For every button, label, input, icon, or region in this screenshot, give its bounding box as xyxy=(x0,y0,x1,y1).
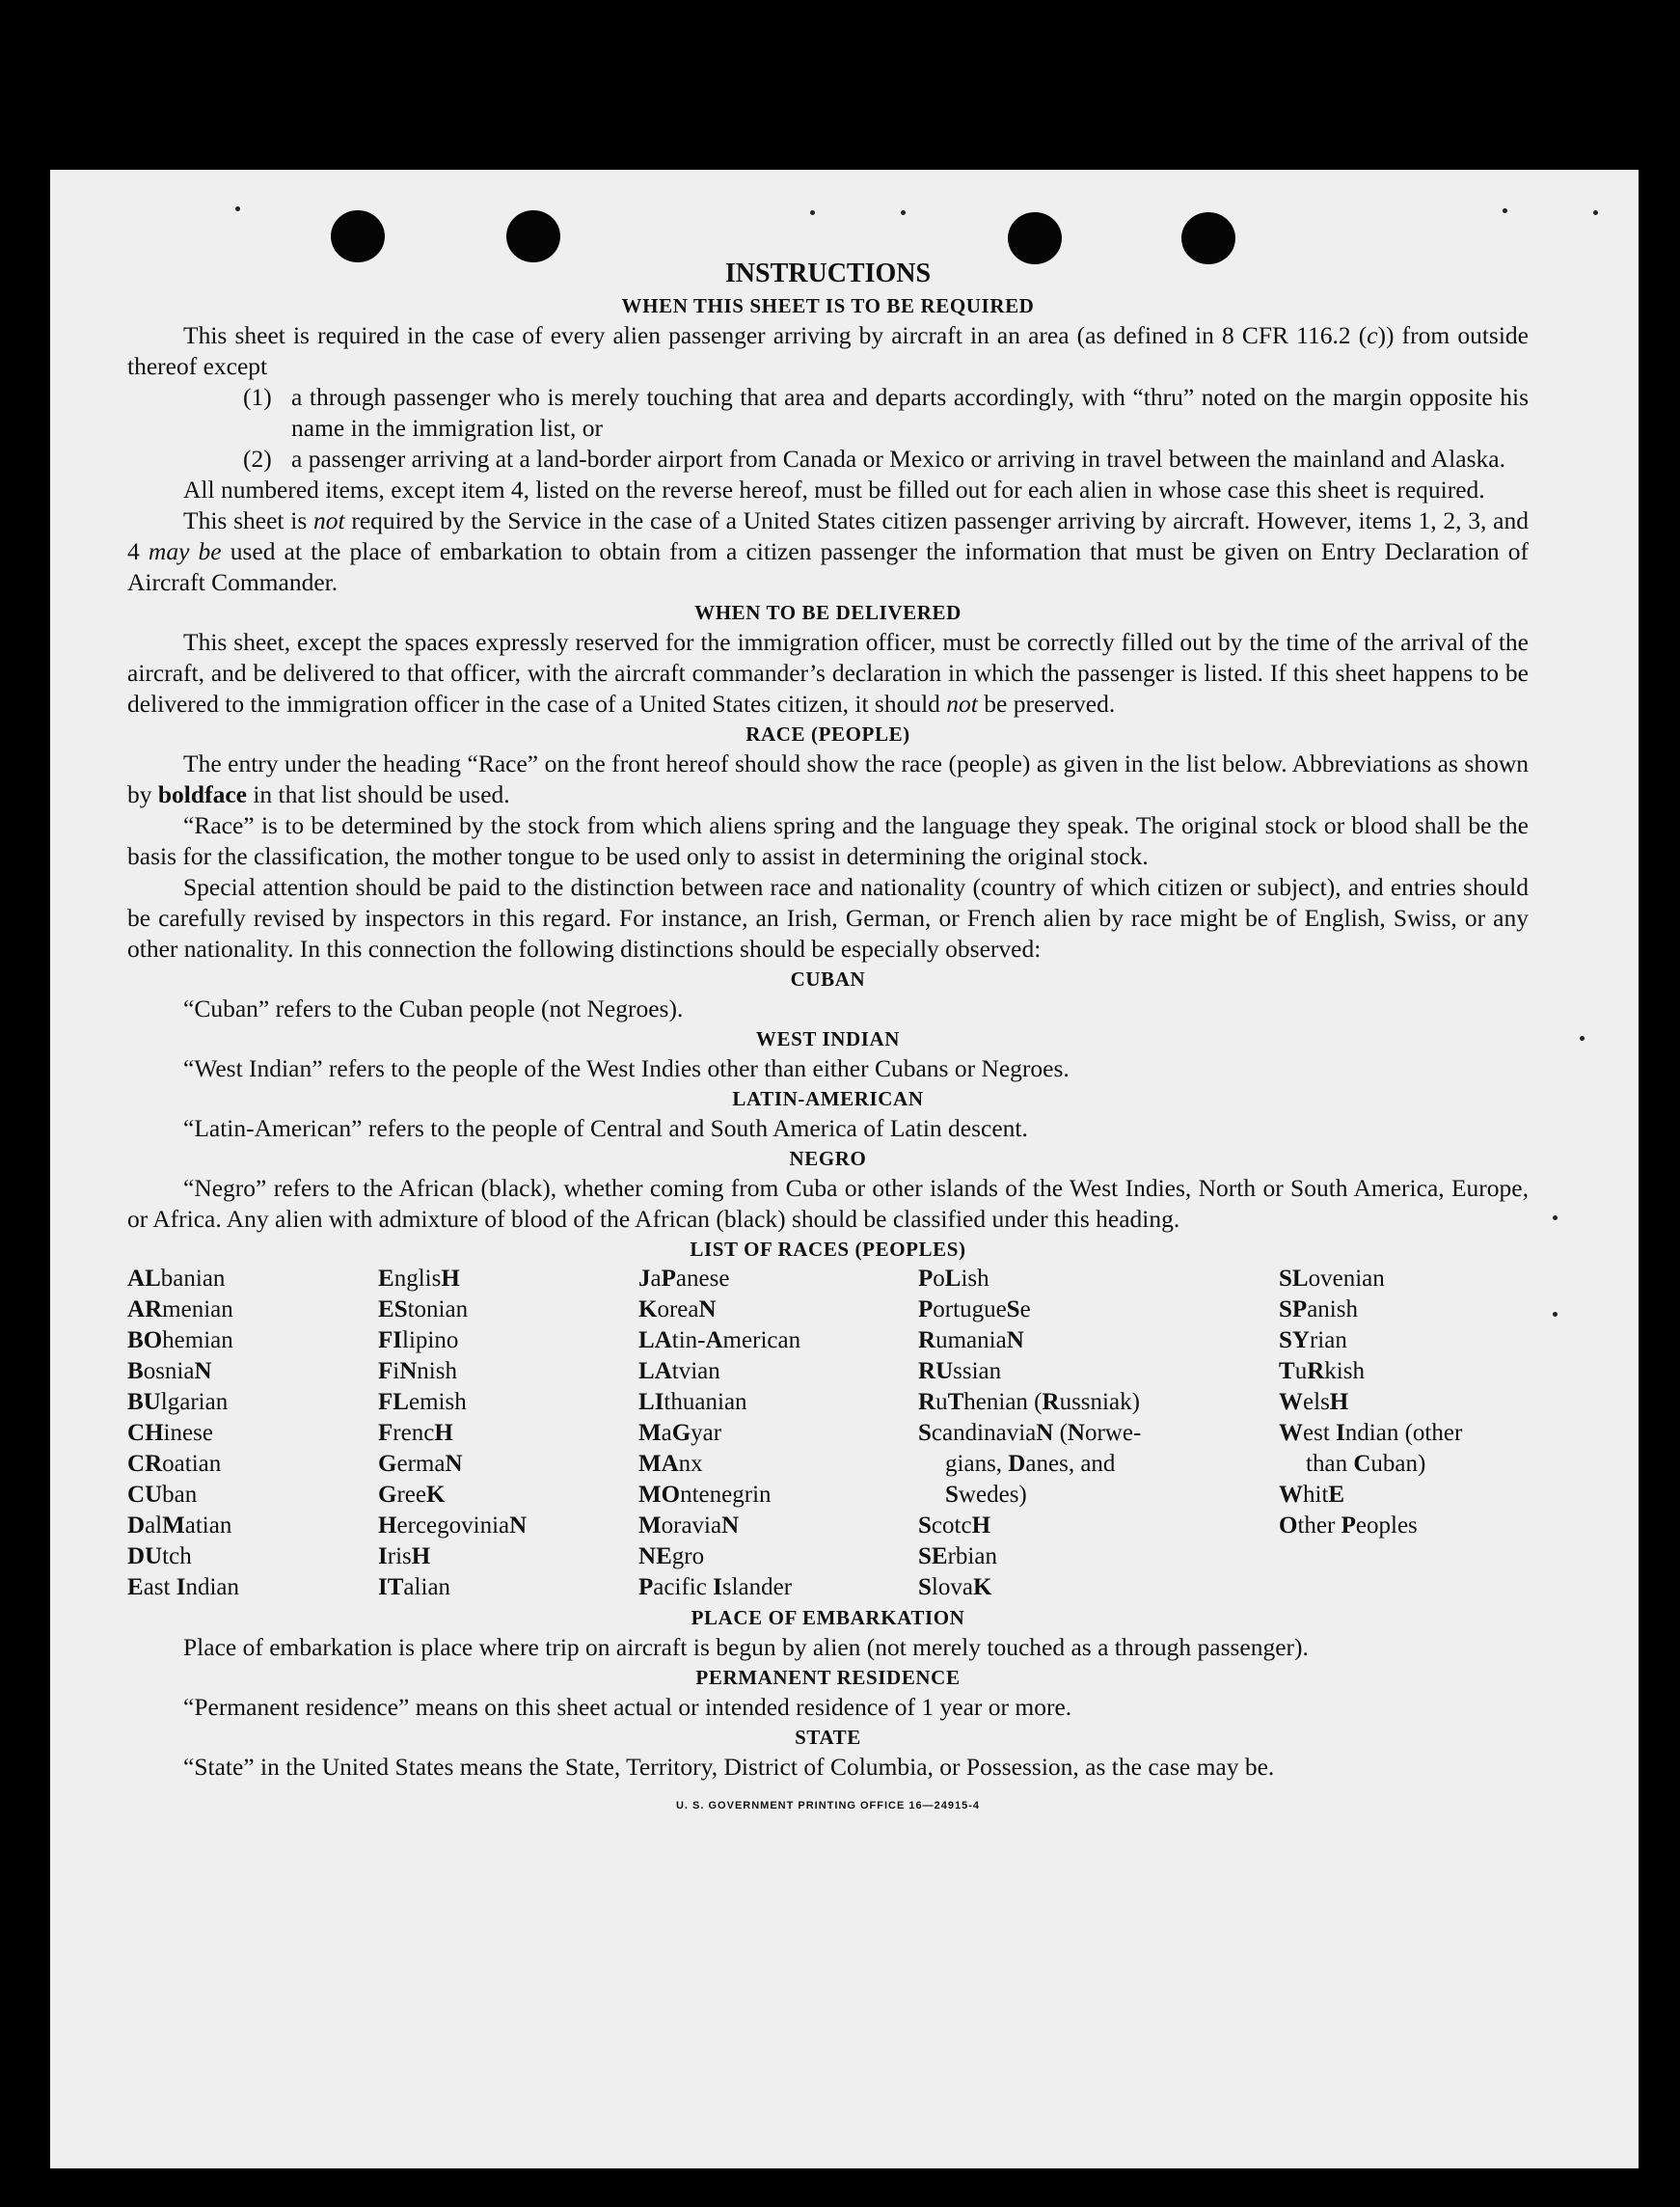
race-entry: SlovaK xyxy=(918,1574,992,1600)
paragraph: “Race” is to be determined by the stock from which aliens spring and the language they speak. The original stock or blood shall be the basis for the classification, the mother tongue to be used only to assist in determining the original stock. xyxy=(127,811,1529,870)
race-entry: KoreaN xyxy=(638,1296,717,1322)
race-entry: DUtch xyxy=(127,1543,192,1569)
speck xyxy=(235,206,240,211)
races-column xyxy=(378,1264,638,1603)
race-entry: WelsH xyxy=(1279,1389,1349,1415)
list-item: (2) a passenger arriving at a land-border airport from Canada or Mexico or arriving in travel between the mainland and Alaska. xyxy=(243,445,1505,473)
section-heading: NEGRO xyxy=(789,1147,867,1170)
race-entry: MAnx xyxy=(638,1451,703,1477)
paragraph: This sheet is required in the case of every alien passenger arriving by aircraft in an area (as defined in 8 CFR 116.2 (c)) from outside thereof except xyxy=(127,321,1529,380)
binder-hole xyxy=(331,210,385,262)
race-entry: MOntenegrin xyxy=(638,1482,772,1508)
form-sheet xyxy=(50,170,1639,2168)
race-entry: DalMatian xyxy=(127,1512,232,1539)
section-heading: PLACE OF EMBARKATION xyxy=(691,1606,965,1629)
race-entry: PortugueSe xyxy=(918,1296,1031,1322)
race-entry: EStonian xyxy=(378,1296,469,1322)
paragraph: “Latin-American” refers to the people of Central and South America of Latin descent. xyxy=(183,1114,1028,1142)
section-heading: LATIN-AMERICAN xyxy=(732,1087,924,1110)
paragraph: “Cuban” refers to the Cuban people (not Negroes). xyxy=(183,995,684,1022)
paragraph: “Permanent residence” means on this sheet actual or intended residence of 1 year or more. xyxy=(183,1693,1072,1721)
race-entry: LAtin-American xyxy=(638,1327,801,1353)
race-entry: RuThenian (Russniak) xyxy=(918,1389,1140,1415)
race-entry: SYrian xyxy=(1279,1327,1347,1353)
race-entry: NEgro xyxy=(638,1543,705,1569)
race-entry: SPanish xyxy=(1279,1296,1358,1322)
race-entry: BOhemian xyxy=(127,1327,233,1353)
race-entry: East Indian xyxy=(127,1574,240,1600)
races-column xyxy=(918,1264,1279,1603)
race-entry: Pacific Islander xyxy=(638,1574,793,1600)
section-heading: WEST INDIAN xyxy=(755,1027,901,1050)
races-column xyxy=(1279,1264,1529,1603)
speck xyxy=(1553,1215,1558,1220)
list-item: (1) a through passenger who is merely touching that area and departs accordingly, with “thru” noted on the margin opposite his name in the immigration list, or xyxy=(243,383,1529,442)
paragraph: The entry under the heading “Race” on the front hereof should show the race (people) as given in the list below. Abbreviations as shown by boldface in that list should be used. xyxy=(127,749,1529,808)
races-column xyxy=(127,1264,378,1603)
race-entry: PoLish xyxy=(918,1266,989,1292)
section-heading: RACE (PEOPLE) xyxy=(745,722,910,746)
races-list xyxy=(127,1264,1529,1603)
speck xyxy=(810,210,815,215)
race-entry: LIthuanian xyxy=(638,1389,747,1415)
race-entry-continued: than Cuban) xyxy=(1306,1451,1426,1477)
race-entry: JaPanese xyxy=(638,1266,730,1292)
race-entry: ARmenian xyxy=(127,1296,233,1322)
speck xyxy=(901,210,906,215)
race-entry: IrisH xyxy=(378,1543,431,1569)
speck xyxy=(1503,208,1507,213)
race-entry: FIlipino xyxy=(378,1327,459,1353)
paragraph: This sheet is not required by the Service in the case of a United States citizen passenger arriving by aircraft. However, items 1, 2, 3, and 4 may be used at the place of embarkation to obtain from a citizen passenger the information that must be given on Entry Declaration of Aircraft Commander. xyxy=(127,506,1529,596)
race-entry: SLovenian xyxy=(1279,1266,1385,1292)
speck xyxy=(1593,210,1598,215)
speck xyxy=(1580,1036,1585,1041)
printer-imprint: U. S. GOVERNMENT PRINTING OFFICE 16—24915-4 xyxy=(675,1800,980,1812)
paragraph: Special attention should be paid to the distinction between race and nationality (country of which citizen or subject), and entries should be carefully revised by inspectors in this regard. For instance, an Irish, German, or French alien by race might be of English, Swiss, or any other nationality. In this connection the following distinctions should be especially observed: xyxy=(127,873,1529,963)
race-entry: LAtvian xyxy=(638,1358,720,1384)
race-entry: ALbanian xyxy=(127,1266,226,1292)
race-entry: BosniaN xyxy=(127,1358,212,1384)
race-entry: ITalian xyxy=(378,1574,451,1600)
race-entry: SErbian xyxy=(918,1543,997,1569)
race-entry-continued: Swedes) xyxy=(945,1482,1027,1508)
paragraph: “Negro” refers to the African (black), whether coming from Cuba or other islands of the West Indies, North or South America, Europe, or Africa. Any alien with admixture of blood of the African (black) should be classified under this heading. xyxy=(127,1174,1529,1233)
paragraph: “West Indian” refers to the people of the West Indies other than either Cubans or Negroes. xyxy=(183,1054,1070,1082)
race-entry-continued: gians, Danes, and xyxy=(945,1451,1116,1477)
race-entry: FLemish xyxy=(378,1389,467,1415)
race-entry: ScotcH xyxy=(918,1512,991,1539)
race-entry: WhitE xyxy=(1279,1482,1345,1508)
section-heading: PERMANENT RESIDENCE xyxy=(695,1666,961,1689)
race-entry: BUlgarian xyxy=(127,1389,229,1415)
races-column xyxy=(638,1264,918,1603)
section-heading: LIST OF RACES (PEOPLES) xyxy=(690,1238,966,1261)
race-entry: MoraviaN xyxy=(638,1512,740,1539)
race-entry: TuRkish xyxy=(1279,1358,1365,1384)
section-heading: WHEN THIS SHEET IS TO BE REQUIRED xyxy=(621,294,1035,317)
section-heading: STATE xyxy=(795,1726,861,1749)
paragraph: “State” in the United States means the State, Territory, District of Columbia, or Possession, as the case may be. xyxy=(183,1753,1275,1781)
race-entry: Other Peoples xyxy=(1279,1512,1418,1539)
instructions-text xyxy=(127,257,1529,1821)
race-entry: FrencH xyxy=(378,1420,453,1446)
page-title: INSTRUCTIONS xyxy=(724,259,932,288)
race-entry: ScandinaviaN (Norwe- xyxy=(918,1420,1142,1446)
race-entry: CUban xyxy=(127,1482,198,1508)
race-entry: GreeK xyxy=(378,1482,446,1508)
race-entry: FiNnish xyxy=(378,1358,457,1384)
race-entry: EnglisH xyxy=(378,1266,460,1292)
speck xyxy=(1553,1312,1558,1317)
race-entry: RUssian xyxy=(918,1358,1002,1384)
paragraph: Place of embarkation is place where trip on aircraft is begun by alien (not merely touched as a through passenger). xyxy=(183,1633,1309,1661)
race-entry: HercegoviniaN xyxy=(378,1512,528,1539)
race-entry: CHinese xyxy=(127,1420,213,1446)
race-entry: West Indian (other xyxy=(1279,1420,1463,1446)
race-entry: CRoatian xyxy=(127,1451,222,1477)
race-entry: GermaN xyxy=(378,1451,463,1477)
paragraph: This sheet, except the spaces expressly reserved for the immigration officer, must be correctly filled out by the time of the arrival of the aircraft, and be delivered to that officer, with the aircraft commander’s declaration in which the passenger is listed. If this sheet happens to be delivered to the immigration officer in the case of a United States citizen, it should not be preserved. xyxy=(127,628,1529,718)
race-entry: RumaniaN xyxy=(918,1327,1024,1353)
section-heading: CUBAN xyxy=(790,967,866,991)
paragraph: All numbered items, except item 4, listed on the reverse hereof, must be filled out for each alien in whose case this sheet is required. xyxy=(183,476,1485,504)
binder-hole xyxy=(506,210,560,262)
race-entry: MaGyar xyxy=(638,1420,722,1446)
section-heading: WHEN TO BE DELIVERED xyxy=(694,601,962,624)
